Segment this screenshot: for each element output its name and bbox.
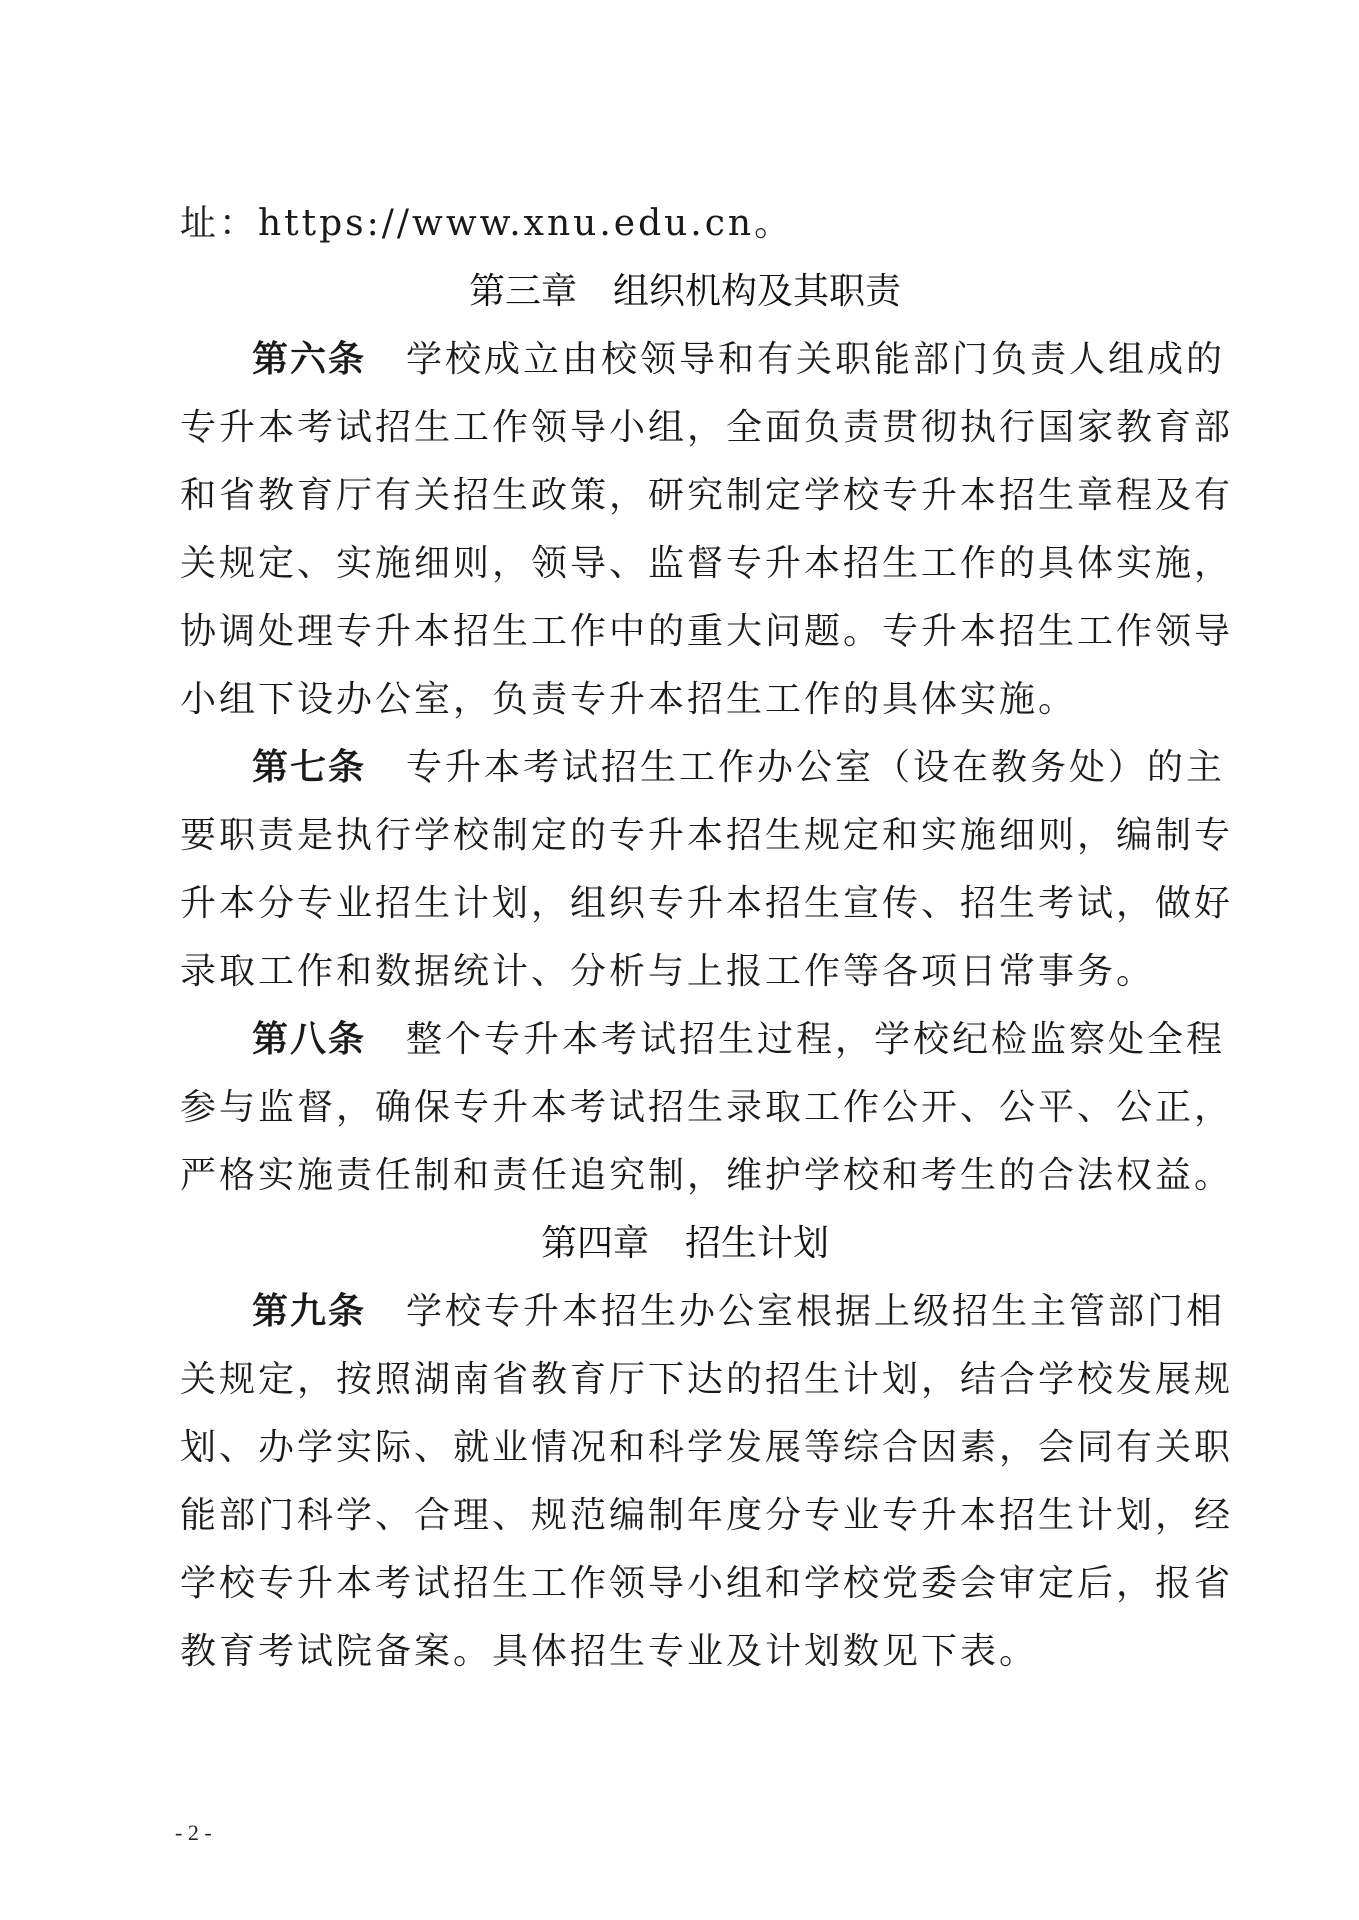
page-number: - 2 -	[175, 1820, 212, 1845]
intro-line: 址：https://www.xnu.edu.cn。	[180, 203, 794, 244]
article-7-line: 升本分专业招生计划，组织专升本招生宣传、招生考试，做好	[180, 883, 1234, 924]
article-8-line: 第八条 整个专升本考试招生过程，学校纪检监察处全程	[252, 1019, 1226, 1060]
article-6-line: 协调处理专升本招生工作中的重大问题。专升本招生工作领导	[180, 611, 1234, 652]
article-7-label: 第七条	[252, 747, 367, 788]
article-8-line: 参与监督，确保专升本考试招生录取工作公开、公平、公正，	[180, 1087, 1234, 1128]
article-9-line: 学校专升本考试招生工作领导小组和学校党委会审定后，报省	[180, 1563, 1234, 1604]
article-8-label: 第八条	[252, 1019, 367, 1060]
article-6-label: 第六条	[252, 339, 367, 380]
article-8-line: 严格实施责任制和责任追究制，维护学校和考生的合法权益。	[180, 1155, 1234, 1196]
article-9-line: 关规定，按照湖南省教育厅下达的招生计划，结合学校发展规	[180, 1359, 1234, 1400]
article-6	[180, 326, 1234, 734]
article-9-line: 教育考试院备案。具体招生专业及计划数见下表。	[180, 1631, 1039, 1672]
chapter-3-title: 组织机构及其职责	[613, 271, 902, 312]
chapter-4-number: 第四章	[540, 1223, 649, 1264]
article-6-line: 和省教育厅有关招生政策，研究制定学校专升本招生章程及有	[180, 475, 1234, 516]
article-6-line: 小组下设办公室，负责专升本招生工作的具体实施。	[180, 679, 1078, 720]
article-7-line: 要职责是执行学校制定的专升本招生规定和实施细则，编制专	[180, 815, 1234, 856]
article-9	[180, 1278, 1234, 1686]
article-9-line: 能部门科学、合理、规范编制年度分专业专升本招生计划，经	[180, 1495, 1234, 1536]
article-6-line: 专升本考试招生工作领导小组，全面负责贯彻执行国家教育部	[180, 407, 1234, 448]
article-7	[180, 734, 1234, 1006]
article-9-label: 第九条	[252, 1291, 367, 1332]
article-9-line: 第九条 学校专升本招生办公室根据上级招生主管部门相	[252, 1291, 1226, 1332]
chapter-4-title: 招生计划	[685, 1223, 830, 1264]
article-7-line: 录取工作和数据统计、分析与上报工作等各项日常事务。	[180, 951, 1156, 992]
article-6-line: 关规定、实施细则，领导、监督专升本招生工作的具体实施，	[180, 543, 1234, 584]
article-7-line: 第七条 专升本考试招生工作办公室（设在教务处）的主	[252, 747, 1226, 788]
chapter-4-heading	[180, 1210, 1190, 1278]
article-8	[180, 1006, 1234, 1210]
chapter-3-heading	[180, 258, 1190, 326]
article-9-line: 划、办学实际、就业情况和科学发展等综合因素，会同有关职	[180, 1427, 1234, 1468]
article-6-line: 第六条 学校成立由校领导和有关职能部门负责人组成的	[252, 339, 1226, 380]
page-body	[180, 190, 1234, 1686]
chapter-3-number: 第三章	[468, 271, 577, 312]
